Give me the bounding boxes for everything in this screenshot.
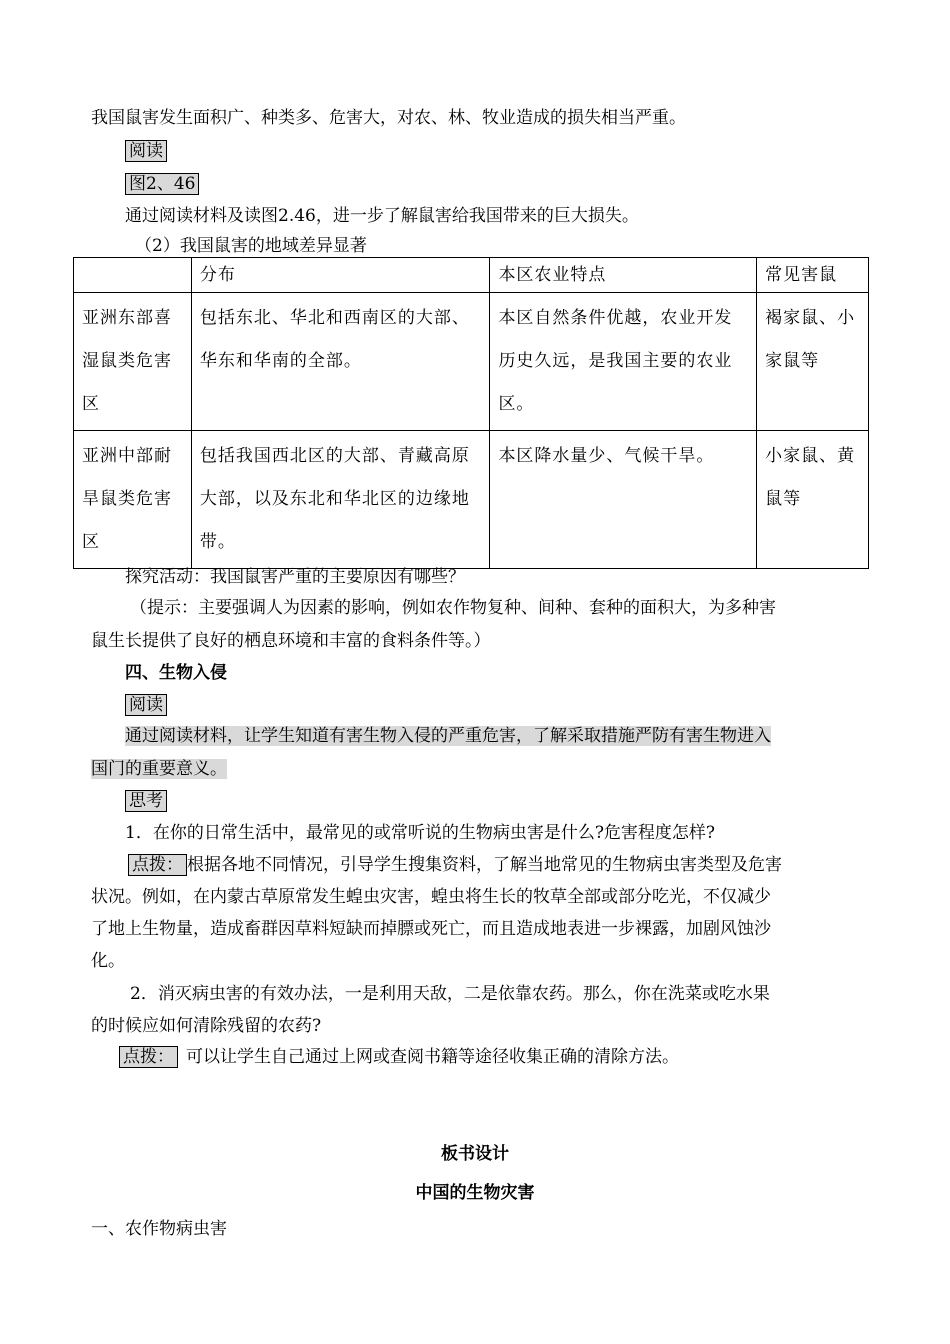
table-row: [74, 431, 869, 569]
question-1: 1．在你的日常生活中，最常见的或常听说的生物病虫害是什么?危害程度怎样?: [125, 823, 716, 843]
explore-activity: 探究活动：我国鼠害严重的主要原因有哪些？: [125, 567, 465, 587]
intro-paragraph: 我国鼠害发生面积广、种类多、危害大，对农、林、牧业造成的损失相当严重。: [91, 108, 686, 128]
board-design-title: 板书设计: [441, 1144, 509, 1164]
table-cell: 褐家鼠、小家鼠等: [757, 293, 869, 431]
hint-line-2: 鼠生长提供了良好的栖息环境和丰富的食料条件等。）: [91, 631, 491, 651]
rat-damage-table: [73, 257, 869, 569]
table-cell: 本区降水量少、气候干旱。: [490, 431, 757, 569]
table-cell: 包括东北、华北和西南区的大部、华东和华南的全部。: [191, 293, 490, 431]
question-2-line-2: 的时候应如何清除残留的农药?: [91, 1016, 322, 1036]
invasion-paragraph-line-2: 国门的重要意义。: [91, 759, 227, 779]
answer-2: 可以让学生自己通过上网或查阅书籍等途径收集正确的清除方法。: [186, 1047, 679, 1067]
table-header-cell: 分布: [191, 258, 490, 293]
read-tag: 阅读: [125, 694, 167, 716]
tip-tag: 点拨：: [128, 854, 187, 876]
answer-1-line-2: 状况。例如，在内蒙古草原常发生蝗虫灾害，蝗虫将生长的牧草全部或部分吃光，不仅减少: [91, 887, 771, 907]
table-cell: 小家鼠、黄鼠等: [757, 431, 869, 569]
hint-line-1: （提示：主要强调人为因素的影响，例如农作物复种、间种、套种的面积大，为多种害: [130, 598, 776, 618]
answer-1-line-4: 化。: [91, 951, 125, 971]
read-tag: 阅读: [125, 140, 167, 162]
table-cell: 包括我国西北区的大部、青藏高原大部，以及东北和华北区的边缘地带。: [191, 431, 490, 569]
figure-tag: 图2、46: [125, 173, 199, 195]
answer-1-line-3: 了地上生物量，造成畜群因草料短缺而掉膘或死亡，而且造成地表进一步裸露，加剧风蚀沙: [91, 919, 771, 939]
table-cell: 本区自然条件优越，农业开发历史久远，是我国主要的农业区。: [490, 293, 757, 431]
board-item-1: 一、农作物病虫害: [91, 1219, 227, 1239]
tip-tag: 点拨：: [119, 1046, 178, 1068]
table-row: [74, 293, 869, 431]
table-header-row: [74, 258, 869, 293]
read-paragraph: 通过阅读材料及读图2.46，进一步了解鼠害给我国带来的巨大损失。: [125, 206, 639, 226]
invasion-paragraph-line-1: 通过阅读材料，让学生知道有害生物入侵的严重危害，了解采取措施严防有害生物进入: [125, 726, 771, 746]
section-heading-bio-invasion: 四、生物入侵: [125, 663, 227, 683]
table-cell: 亚洲中部耐旱鼠类危害区: [74, 431, 192, 569]
board-design-subtitle: 中国的生物灾害: [415, 1183, 535, 1203]
answer-1-line-1: 根据各地不同情况，引导学生搜集资料，了解当地常见的生物病虫害类型及危害: [187, 855, 782, 875]
table-header-cell: 本区农业特点: [490, 258, 757, 293]
table-header-cell: [74, 258, 192, 293]
think-tag: 思考: [125, 790, 167, 812]
subheading-regional-difference: （2）我国鼠害的地域差异显著: [135, 236, 367, 256]
table-header-cell: 常见害鼠: [757, 258, 869, 293]
question-2-line-1: 2．消灭病虫害的有效办法，一是利用天敌，二是依靠农药。那么，你在洗菜或吃水果: [130, 984, 770, 1004]
table-cell: 亚洲东部喜湿鼠类危害区: [74, 293, 192, 431]
